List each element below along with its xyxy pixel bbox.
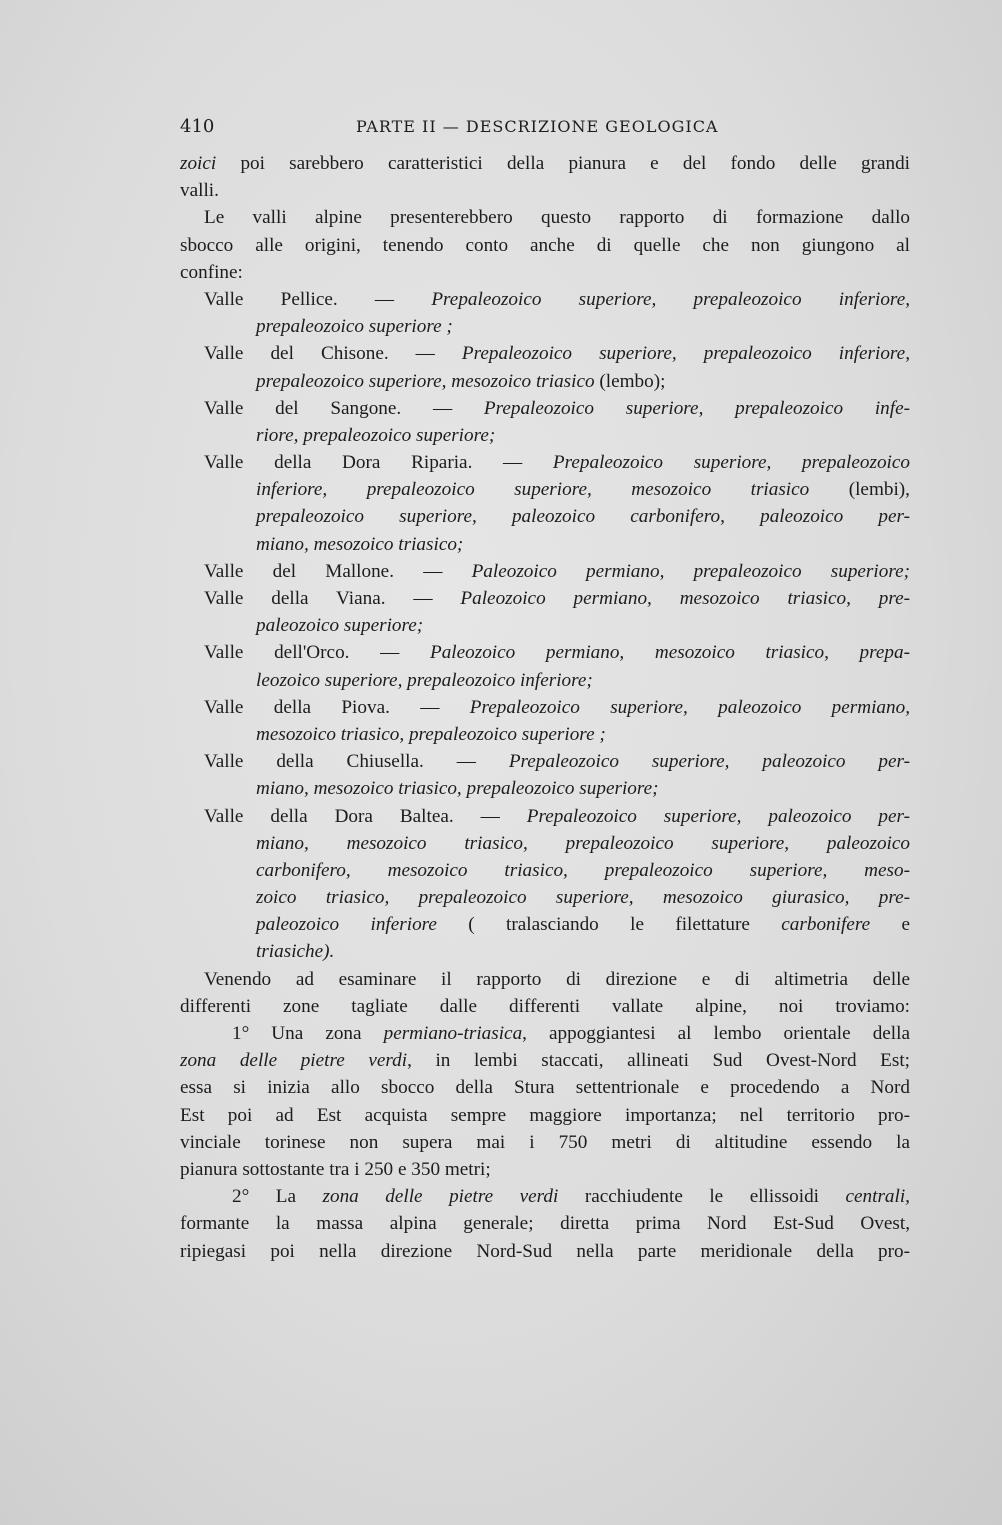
valley-entry: Valle della Chiusella. — Prepaleozoico superiore, paleozoico per-	[204, 751, 910, 773]
valley-entry: Valle dell'Orco. — Paleozoico permiano, mesozoico triasico, prepa-	[204, 642, 910, 664]
valley-entry: Valle della Viana. — Paleozoico permiano, mesozoico triasico, pre-	[204, 588, 911, 609]
text-line: paleozoico superiore;	[256, 615, 424, 637]
valley-entry: Valle della Dora Baltea. — Prepaleozoico superiore, paleozoico per-	[204, 805, 910, 827]
body-text	[180, 150, 910, 1265]
text-line: essa si inizia allo sbocco della Stura settentrionale e procedendo a Nord	[180, 1077, 910, 1099]
valley-entry: Valle Pellice. — Prepaleozoico superiore, prepaleozoico inferiore,	[204, 288, 911, 310]
text-line: inferiore, prepaleozoico superiore, mesozoico triasico (lembi),	[256, 479, 910, 501]
text-line: Le valli alpine presenterebbero questo rapporto di formazione dallo	[204, 207, 910, 229]
page-number: 410	[180, 116, 215, 137]
text-line: ripiegasi poi nella direzione Nord-Sud nella parte meridionale della pro-	[180, 1240, 910, 1262]
text-line: confine:	[180, 261, 243, 283]
text-line: miano, mesozoico triasico, prepaleozoico superiore, paleozoico	[256, 832, 910, 854]
text-line: prepaleozoico superiore ;	[256, 316, 453, 338]
text-line: zoici poi sarebbero caratteristici della pianura e del fondo delle grandi	[180, 153, 910, 174]
valley-entry: Valle del Chisone. — Prepaleozoico superiore, prepaleozoico inferiore,	[204, 343, 910, 365]
valley-entry: Valle della Dora Riparia. — Prepaleozoico superiore, prepaleozoico	[204, 452, 911, 474]
text-line: 2° La zona delle pietre verdi racchiudente le ellissoidi centrali,	[232, 1186, 910, 1208]
text-line: sbocco alle origini, tenendo conto anche di quelle che non giungono al	[180, 234, 910, 256]
text-line: miano, mesozoico triasico;	[256, 533, 464, 555]
text-line: differenti zone tagliate dalle differenti vallate alpine, noi troviamo:	[180, 995, 910, 1017]
text-line: vinciale torinese non supera mai i 750 metri di altitudine essendo la	[180, 1131, 910, 1153]
text-line: Venendo ad esaminare il rapporto di direzione e di altimetria delle	[204, 968, 910, 990]
text-line: 1° Una zona permiano-triasica, appoggiantesi al lembo orientale della	[232, 1023, 910, 1044]
text-line: carbonifero, mesozoico triasico, prepaleozoico superiore, meso-	[256, 859, 910, 881]
valley-entry: Valle del Sangone. — Prepaleozoico superiore, prepaleozoico infe-	[204, 397, 910, 419]
text-line: triasiche).	[256, 941, 335, 963]
text-line: zona delle pietre verdi, in lembi staccati, allineati Sud Ovest-Nord Est;	[180, 1050, 910, 1072]
text-line: leozoico superiore, prepaleozoico inferiore;	[256, 669, 593, 691]
valley-entry: Valle del Mallone. — Paleozoico permiano, prepaleozoico superiore;	[204, 560, 910, 582]
text-line: formante la massa alpina generale; diretta prima Nord Est-Sud Ovest,	[180, 1213, 910, 1235]
valley-entry: Valle della Piova. — Prepaleozoico superiore, paleozoico permiano,	[204, 696, 910, 718]
text-line: riore, prepaleozoico superiore;	[256, 424, 496, 446]
running-title: PARTE II — DESCRIZIONE GEOLOGICA	[356, 117, 719, 136]
text-line: paleozoico inferiore ( tralasciando le filettature carbonifere e	[256, 914, 910, 936]
text-line: Est poi ad Est acquista sempre maggiore importanza; nel territorio pro-	[180, 1104, 910, 1126]
page-header	[180, 116, 910, 140]
text-line: prepaleozoico superiore, paleozoico carbonifero, paleozoico per-	[256, 506, 910, 528]
text-line: mesozoico triasico, prepaleozoico superiore ;	[256, 723, 606, 745]
text-line: valli.	[180, 180, 219, 202]
text-line: zoico triasico, prepaleozoico superiore, mesozoico giurasico, pre-	[256, 887, 910, 909]
text-line: pianura sottostante tra i 250 e 350 metri;	[180, 1158, 491, 1180]
text-line: prepaleozoico superiore, mesozoico triasico (lembo);	[256, 370, 666, 392]
text-line: miano, mesozoico triasico, prepaleozoico superiore;	[256, 778, 659, 800]
